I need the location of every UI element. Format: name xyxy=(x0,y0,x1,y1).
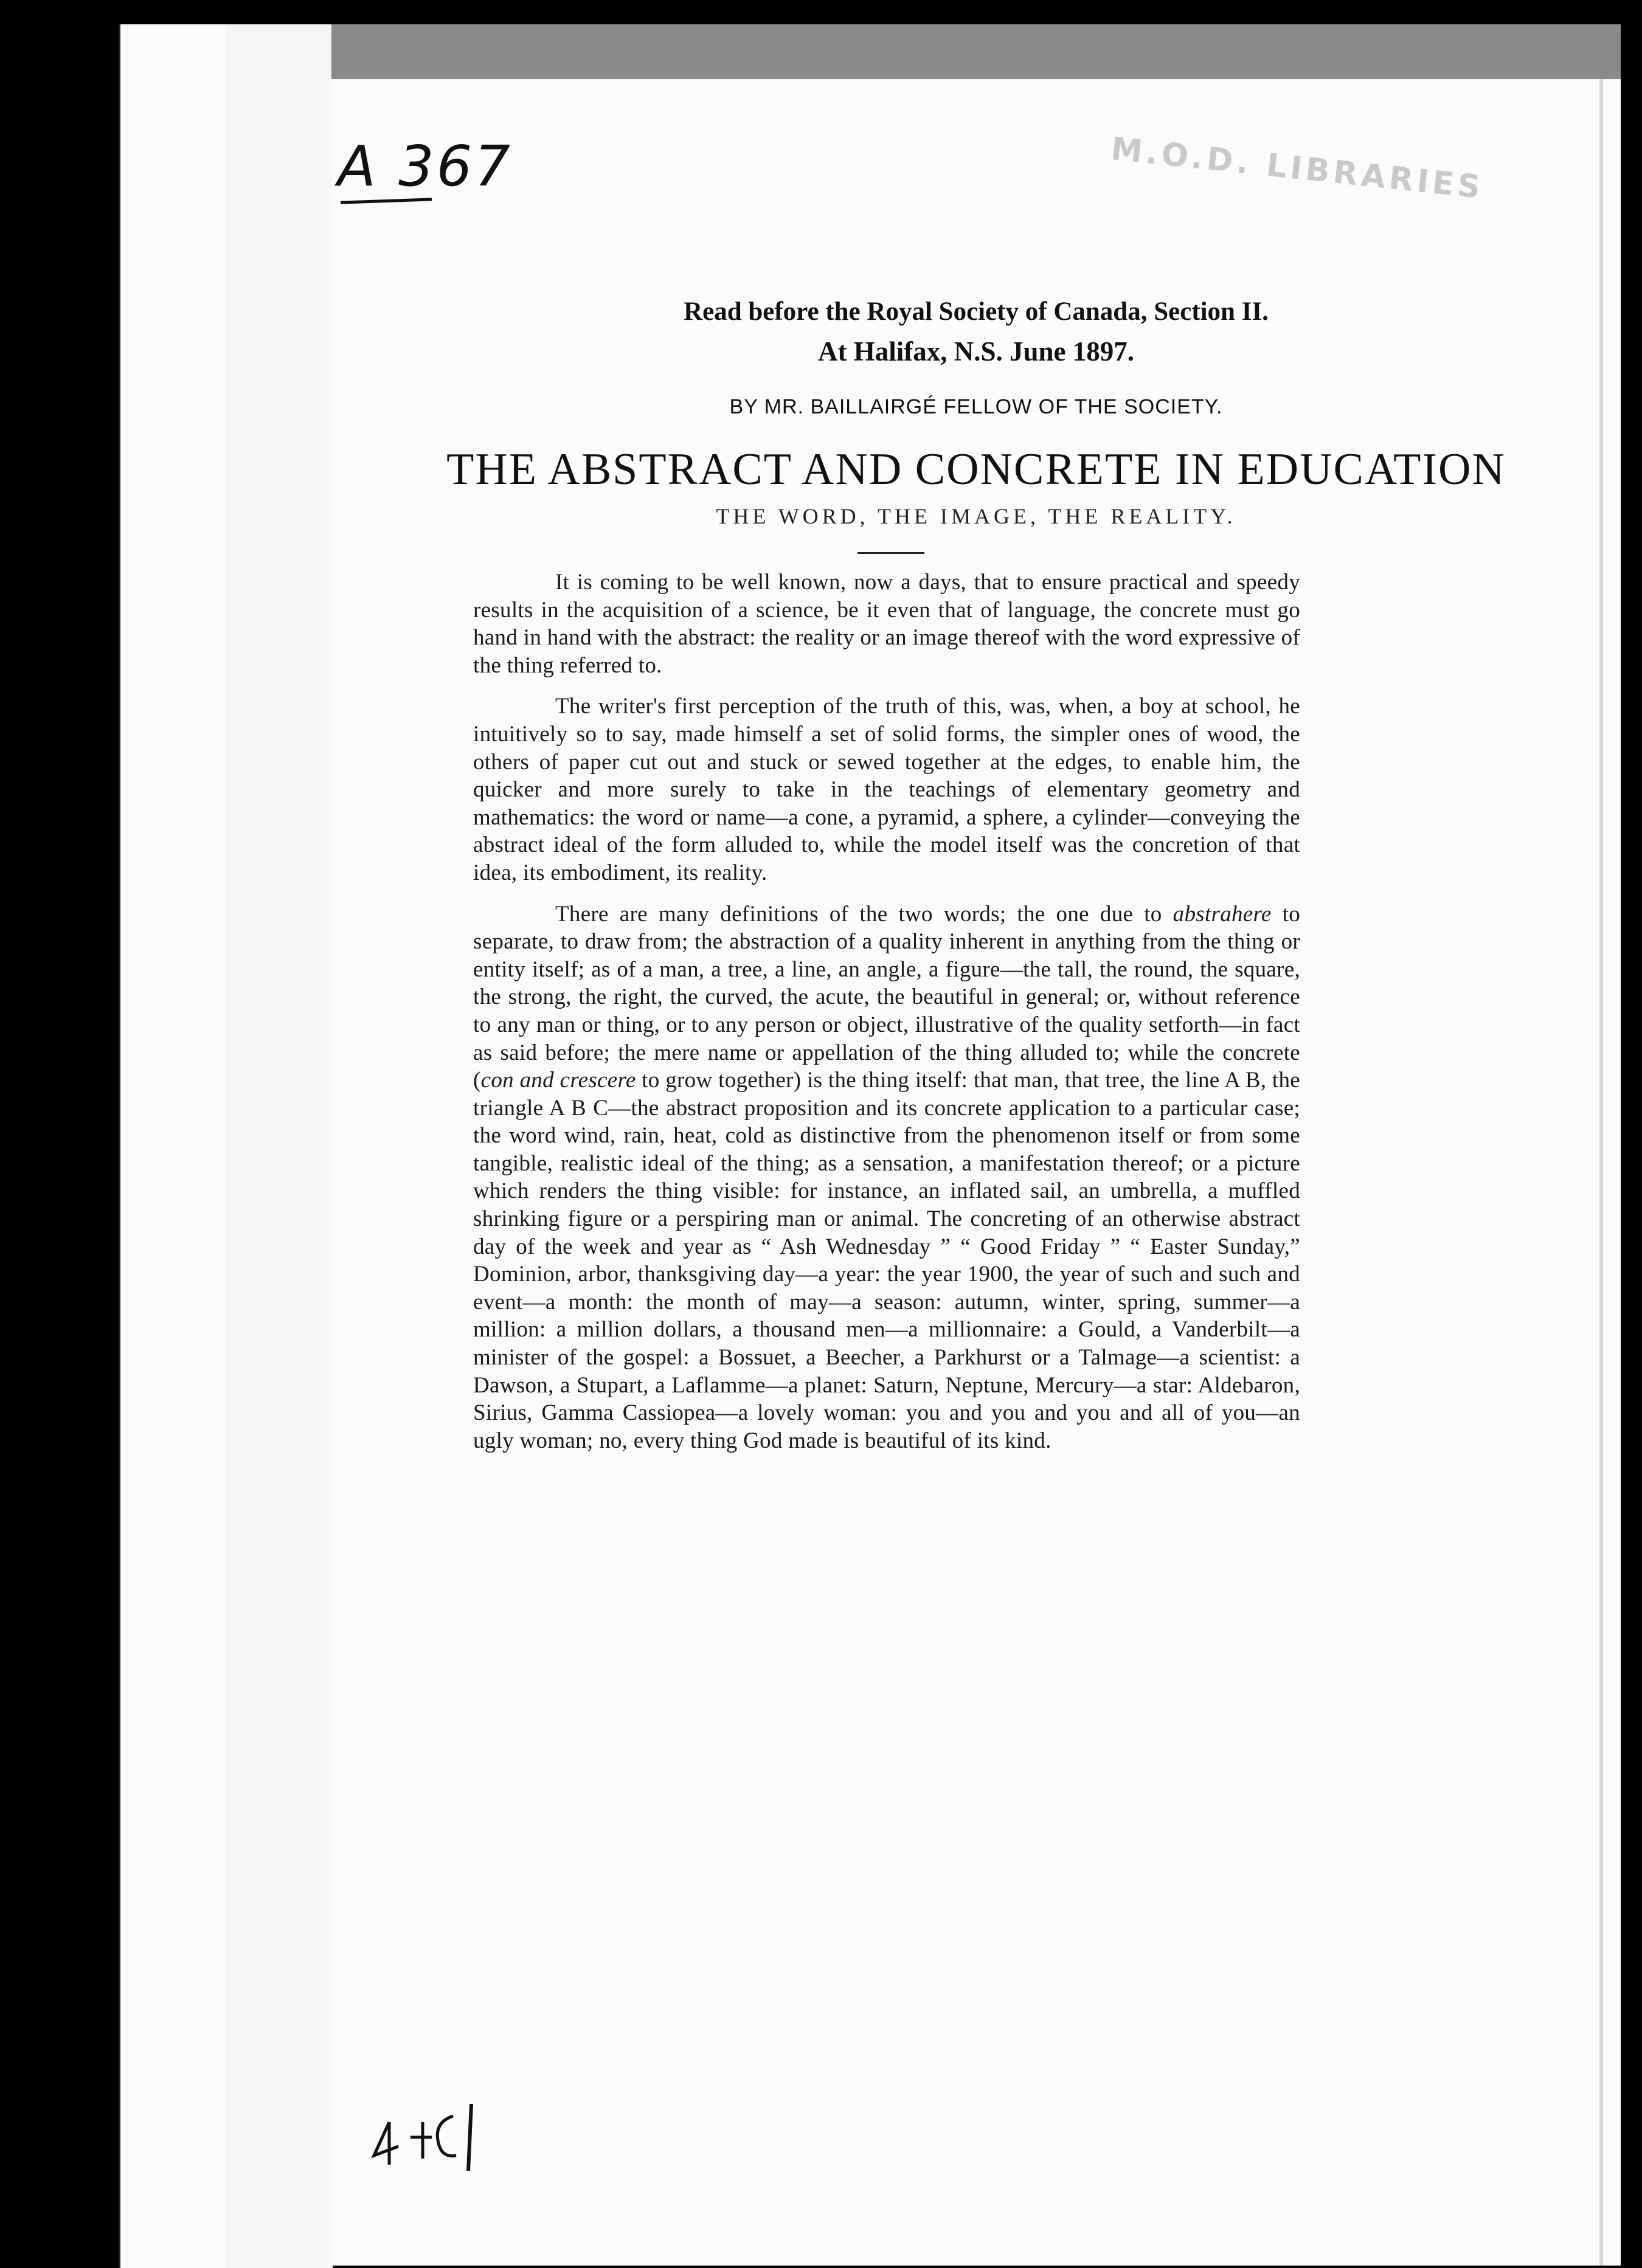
handwritten-bottom-mark xyxy=(331,2098,483,2177)
paragraph-3-part-b: to separate, to draw from; the abstraction of a quality inherent in anything from the thing or entity itself; as of a man, a tree, a line, an angle, a figure—the tall, the round, the square, the strong, the right, the curved, the acute, the beautiful in general; or, without reference to any man or thing, or to any person or object, illustrative of the quality setforth—in fact as said before; the mere name or appellation of the thing alluded to; while the concrete ( xyxy=(473,901,1300,1093)
binding-strip-left xyxy=(119,24,229,2268)
paragraph-3-italic-latin-2: con and crescere xyxy=(480,1068,636,1093)
library-stamp: M.O.D. LIBRARIES xyxy=(1109,131,1486,207)
body-text xyxy=(473,569,1300,1454)
handwritten-catalog-mark: A 367 xyxy=(338,134,513,199)
handwritten-bottom-mark-drawing xyxy=(331,2098,483,2177)
document-title: THE ABSTRACT AND CONCRETE IN EDUCATION xyxy=(446,444,1506,494)
paragraph-3-part-a: There are many definitions of the two words; the one due to xyxy=(555,901,1173,927)
author-byline: BY MR. BAILLAIRGÉ FELLOW OF THE SOCIETY. xyxy=(729,395,1223,418)
title-divider xyxy=(857,552,924,554)
page-top-edge xyxy=(331,24,1621,79)
paragraph-3-part-c: to grow together) is the thing itself: that man, that tree, the line A B, the triangle A B C—the abstract proposition and its concrete application to a particular case; the word wind, rain, heat, cold as distinctive from the phenomenon itself or from some tangible, realistic ideal of the thing; as a sensation, a manifestation thereof; or a picture which renders the thing visible: for instance, an inflated sail, an umbrella, a muffled shrinking figure or a perspiring man or animal. The concreting of an otherwise abstract day of the week and year as “ Ash Wednesday ” “ Good Friday ” “ Easter Sunday,” Dominion, arbor, thanksgiving day—a year: the year 1900, the year of such and such and event—a month: the month of may—a season: autumn, winter, spring, summer—a million: a million dollars, a thousand men—a millionnaire: a Gould, a Vanderbilt—a minister of the gospel: a Bossuet, a Beecher, a Parkhurst or a Talmage—a scientist: a Dawson, a Stupart, a Laflamme—a planet: Saturn, Neptune, Mercury—a star: Aldebaron, Sirius, Gamma Cassiopea—a lovely woman: you and you and you and all of you—an ugly woman; no, every thing God made is beautiful of its kind. xyxy=(473,1068,1300,1453)
paragraph-3 xyxy=(473,901,1300,1455)
paragraph-2: The writer's first perception of the truth of this, was, when, a boy at school, he intuitively so to say, made himself a set of solid forms, the simpler ones of wood, the others of paper cut out and stuck or sewed together at the edges, to enable him, the quicker and more surely to take in the teachings of elementary geometry and mathematics: the word or name—a cone, a pyramid, a sphere, a cylinder—conveying the abstract ideal of the form alluded to, while the model itself was the concretion of that idea, its embodiment, its reality. xyxy=(473,694,1300,885)
paragraph-3-italic-latin-1: abstrahere xyxy=(1173,901,1272,927)
header-line-society: Read before the Royal Society of Canada, Section II. xyxy=(684,297,1269,326)
header-line-location: At Halifax, N.S. June 1897. xyxy=(817,336,1135,367)
paragraph-1: It is coming to be well known, now a days, that to ensure practical and speedy results in the acquisition of a science, be it even that of language, the concrete must go hand in hand with the abstract: the reality or an image thereof with the word expressive of the thing referred to. xyxy=(473,570,1300,678)
document-subtitle: THE WORD, THE IMAGE, THE REALITY. xyxy=(716,504,1236,528)
binding-strip-middle xyxy=(226,24,335,2268)
